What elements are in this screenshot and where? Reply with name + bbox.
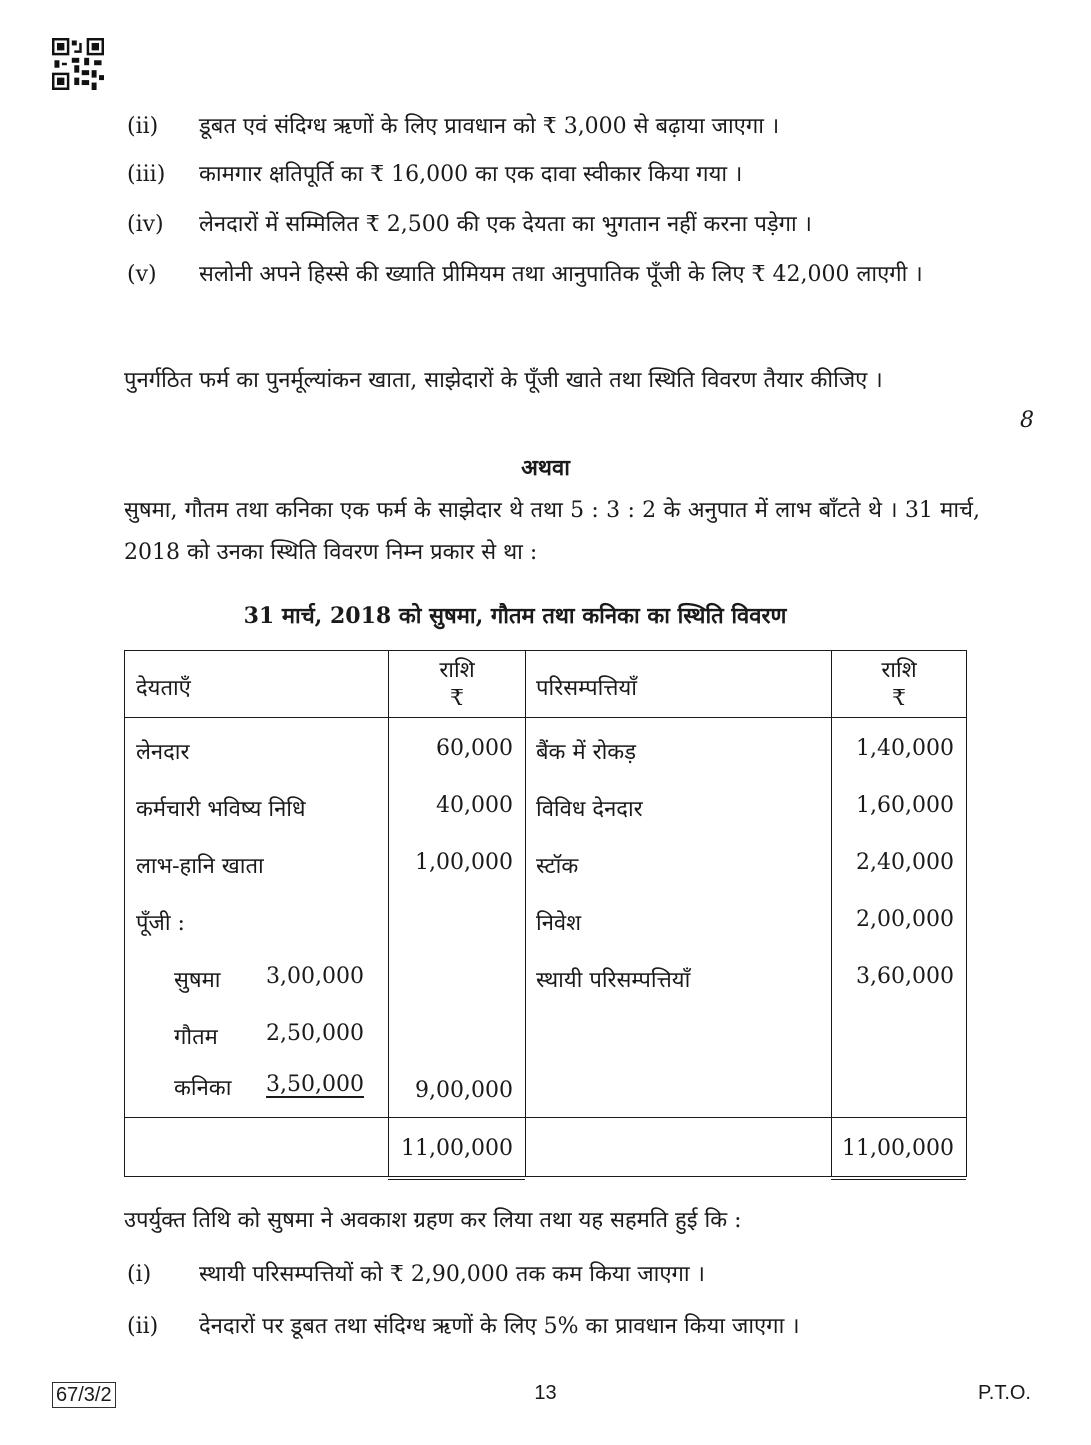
table-border xyxy=(124,1176,967,1177)
asset-name: बैंक में रोकड़ xyxy=(536,740,636,765)
total-assets: 11,00,000 xyxy=(842,1136,954,1161)
asset-name: निवेश xyxy=(536,911,582,936)
table-border xyxy=(124,650,125,1176)
liability-name: पूँजी : xyxy=(136,911,185,936)
item-text: डूबत एवं संदिग्ध ऋणों के लिए प्रावधान को ₹ 3,000 से बढ़ाया जाएगा । xyxy=(199,114,780,139)
capital-partner-name: कनिका xyxy=(174,1076,232,1101)
marks: 8 xyxy=(1020,408,1034,433)
table-title: 31 मार्च, 2018 को सुषमा, गौतम तथा कनिका का स्थिति विवरण xyxy=(243,603,787,629)
item-number: (iv) xyxy=(127,212,164,237)
asset-amount: 1,60,000 xyxy=(856,793,954,818)
qr-code-icon xyxy=(52,38,104,90)
after-table-paragraph: उपर्युक्त तिथि को सुषमा ने अवकाश ग्रहण कर लिया तथा यह सहमति हुई कि : xyxy=(124,1208,742,1233)
liability-name: कर्मचारी भविष्य निधि xyxy=(136,797,306,822)
header-amount-label: राशि xyxy=(439,658,475,683)
capital-partner-amount: 3,50,000 xyxy=(266,1072,364,1097)
instruction-paragraph: पुनर्गठित फर्म का पुनर्मूल्यांकन खाता, साझेदारों के पूँजी खाते तथा स्थिति विवरण तैयार कीजिए । xyxy=(124,368,883,393)
asset-name: विविध देनदार xyxy=(536,797,643,822)
capital-partner-name: गौतम xyxy=(174,1025,218,1050)
item-number: (iii) xyxy=(127,162,166,187)
item-number: (ii) xyxy=(127,1314,159,1339)
item-text: स्थायी परिसम्पत्तियों को ₹ 2,90,000 तक कम किया जाएगा । xyxy=(199,1262,705,1287)
asset-amount: 2,00,000 xyxy=(856,907,954,932)
liability-name: लेनदार xyxy=(136,740,190,765)
header-amount-label: राशि xyxy=(881,658,917,683)
asset-amount: 2,40,000 xyxy=(856,850,954,875)
item-text: लेनदारों में सम्मिलित ₹ 2,500 की एक देयता का भुगतान नहीं करना पड़ेगा । xyxy=(199,212,813,237)
table-border xyxy=(966,650,967,1176)
liability-amount: 40,000 xyxy=(436,793,513,818)
page-number: 13 xyxy=(534,1382,557,1404)
paper-code: 67/3/2 xyxy=(52,1382,116,1408)
asset-name: स्टॉक xyxy=(536,854,579,879)
table-border xyxy=(124,650,967,651)
item-text: सलोनी अपने हिस्से की ख्याति प्रीमियम तथा आनुपातिक पूँजी के लिए ₹ 42,000 लाएगी । xyxy=(199,262,923,287)
liability-amount: 1,00,000 xyxy=(415,850,513,875)
header-amount-unit: ₹ xyxy=(892,686,906,711)
item-number: (v) xyxy=(127,262,157,287)
header-amount-unit: ₹ xyxy=(450,686,464,711)
capital-total: 9,00,000 xyxy=(415,1078,513,1103)
item-text: देनदारों पर डूबत तथा संदिग्ध ऋणों के लिए 5% का प्रावधान किया जाएगा । xyxy=(199,1314,800,1339)
header-assets: परिसम्पत्तियाँ xyxy=(536,676,637,701)
liability-amount: 60,000 xyxy=(436,736,513,761)
capital-partner-amount: 3,00,000 xyxy=(266,964,364,989)
intro-paragraph: सुषमा, गौतम तथा कनिका एक फर्म के साझेदार थे तथा 5 : 3 : 2 के अनुपात में लाभ बाँटते थे । 31 मार्च, 2018 को उनका स्थिति विवरण निम्न प्रकार से था : xyxy=(124,498,980,565)
asset-amount: 3,60,000 xyxy=(856,964,954,989)
table-border xyxy=(525,650,526,1176)
header-liabilities: देयताएँ xyxy=(136,676,191,701)
asset-name: स्थायी परिसम्पत्तियाँ xyxy=(536,968,691,993)
liability-name: लाभ-हानि खाता xyxy=(136,854,264,879)
item-number: (ii) xyxy=(127,114,159,139)
total-liabilities: 11,00,000 xyxy=(401,1136,513,1161)
item-number: (i) xyxy=(127,1262,152,1287)
total-double-rule xyxy=(388,1179,525,1180)
capital-partner-name: सुषमा xyxy=(174,968,221,993)
or-heading: अथवा xyxy=(521,455,570,481)
table-border xyxy=(124,1117,967,1118)
table-border xyxy=(124,717,967,718)
pto-label: P.T.O. xyxy=(978,1382,1031,1404)
balance-sheet-table xyxy=(124,650,967,1178)
item-text: कामगार क्षतिपूर्ति का ₹ 16,000 का एक दावा स्वीकार किया गया । xyxy=(199,162,743,187)
asset-amount: 1,40,000 xyxy=(856,736,954,761)
capital-partner-amount: 2,50,000 xyxy=(266,1021,364,1046)
total-double-rule xyxy=(831,1179,966,1180)
